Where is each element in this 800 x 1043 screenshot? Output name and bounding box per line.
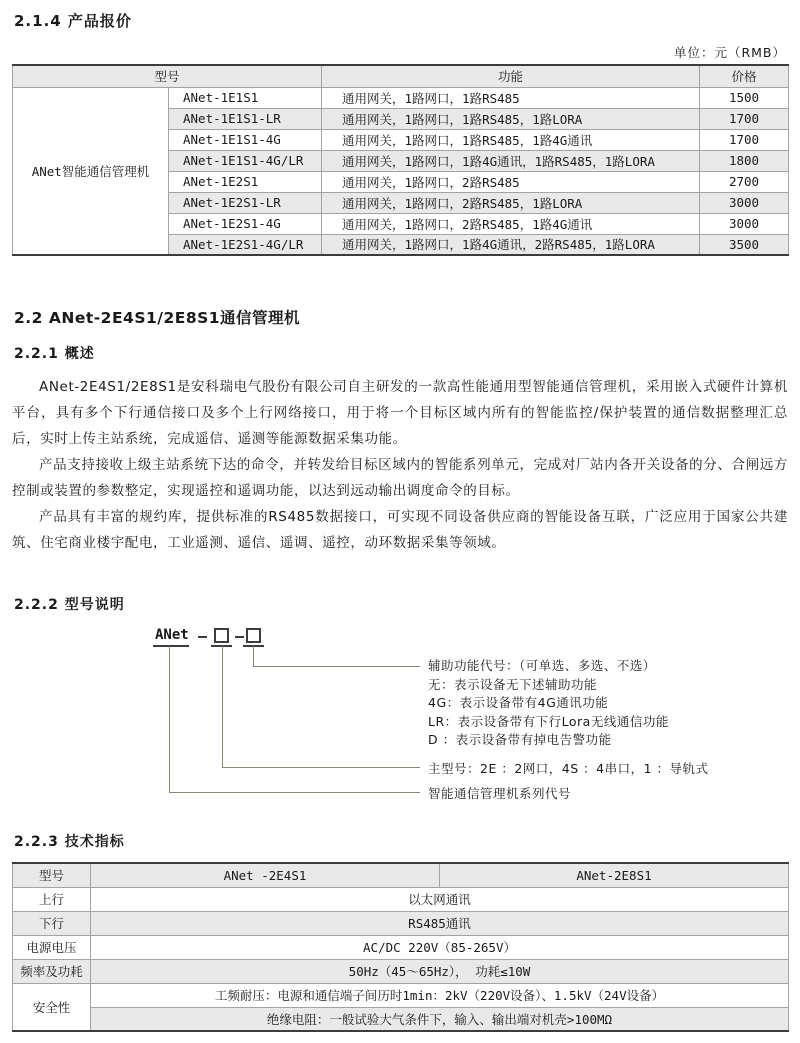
section-title-223: 2.2.3 技术指标 <box>14 834 125 850</box>
spec-header-row <box>13 863 789 887</box>
model-code-box <box>214 628 229 643</box>
model-cell: ANet-1E1S1-4G/LR <box>169 150 322 171</box>
model-code-box <box>246 628 261 643</box>
leader-line <box>169 792 420 793</box>
table-row <box>13 959 789 983</box>
aux-legend-item: 4G：表示设备带有4G通讯功能 <box>428 695 609 710</box>
spec-table <box>12 862 789 1032</box>
spec-label-safety: 安全性 <box>13 983 91 1031</box>
price-table <box>12 64 789 256</box>
function-cell: 通用网关，1路网口，2路RS485，1路4G通讯 <box>322 213 700 234</box>
function-cell: 通用网关，1路网口，1路4G通讯，2路RS485，1路LORA <box>322 234 700 255</box>
model-cell: ANet-1E1S1-LR <box>169 108 322 129</box>
dash <box>198 636 207 638</box>
model-cell: ANet-1E1S1 <box>169 87 322 108</box>
function-cell: 通用网关，1路网口，1路RS485 <box>322 87 700 108</box>
function-cell: 通用网关，1路网口，1路RS485，1路4G通讯 <box>322 129 700 150</box>
overview-paragraphs <box>12 374 788 556</box>
section-title-222: 2.2.2 型号说明 <box>14 597 125 613</box>
price-cell: 2700 <box>700 171 789 192</box>
main-model-legend: 主型号：2E ：2网口，4S ：4串口，1 ：导轨式 <box>428 761 709 776</box>
spec-label: 电源电压 <box>13 935 91 959</box>
model-cell: ANet-1E1S1-4G <box>169 129 322 150</box>
price-col-price: 价格 <box>700 65 789 87</box>
spec-value: AC/DC 220V（85-265V） <box>91 935 789 959</box>
leader-line <box>222 646 223 767</box>
price-cell: 1700 <box>700 108 789 129</box>
table-row <box>13 935 789 959</box>
section-title-214: 2.1.4 产品报价 <box>14 12 132 30</box>
spec-label: 型号 <box>13 863 91 887</box>
aux-legend-item: LR：表示设备带有下行Lora无线通信功能 <box>428 713 669 729</box>
spec-value: 绝缘电阻：一般试验大气条件下，输入、输出端对机壳>100MΩ <box>91 1007 789 1031</box>
table-row <box>13 983 789 1007</box>
underline <box>153 645 189 647</box>
model-cell: ANet-1E2S1-LR <box>169 192 322 213</box>
model-prefix-text: ANet <box>155 627 189 643</box>
price-cell: 3000 <box>700 213 789 234</box>
aux-legend-title: 辅助功能代号：（可单选、多选、不选） <box>428 658 656 673</box>
price-col-function: 功能 <box>322 65 700 87</box>
price-cell: 1700 <box>700 129 789 150</box>
price-cell: 1500 <box>700 87 789 108</box>
paragraph: 产品具有丰富的规约库，提供标准的RS485数据接口，可实现不同设备供应商的智能设备互联，广泛应用于国家公共建筑、住宅商业楼宇配电，工业遥测、遥信、遥调、遥控，动环数据采集等领域。 <box>12 509 788 551</box>
model-cell: ANet-1E2S1-4G <box>169 213 322 234</box>
spec-label: 上行 <box>13 887 91 911</box>
section-title-221: 2.2.1 概述 <box>14 346 95 362</box>
dash <box>235 636 244 638</box>
table-row <box>13 887 789 911</box>
spec-value: 以太网通讯 <box>91 887 789 911</box>
price-col-model: 型号 <box>13 65 322 87</box>
spec-value: 工频耐压：电源和通信端子间历时1min：2kV（220V设备）、1.5kV（24V设备） <box>91 983 789 1007</box>
table-row <box>13 1007 789 1031</box>
series-code-legend: 智能通信管理机系列代号 <box>428 786 572 801</box>
function-cell: 通用网关，1路网口，2路RS485，1路LORA <box>322 192 700 213</box>
section-title-22: 2.2 ANet-2E4S1/2E8S1通信管理机 <box>14 309 301 327</box>
price-table-header-row <box>13 65 789 87</box>
spec-label: 下行 <box>13 911 91 935</box>
table-row <box>13 911 789 935</box>
spec-model-2: ANet-2E8S1 <box>440 863 789 887</box>
model-code-diagram <box>12 620 788 816</box>
leader-line <box>169 646 170 792</box>
spec-value: RS485通讯 <box>91 911 789 935</box>
model-cell: ANet-1E2S1 <box>169 171 322 192</box>
price-cell: 3500 <box>700 234 789 255</box>
spec-label: 频率及功耗 <box>13 959 91 983</box>
product-group-label: ANet智能通信管理机 <box>13 87 169 255</box>
function-cell: 通用网关，1路网口，1路4G通讯，1路RS485，1路LORA <box>322 150 700 171</box>
model-cell: ANet-1E2S1-4G/LR <box>169 234 322 255</box>
leader-line <box>253 666 420 667</box>
function-cell: 通用网关，1路网口，2路RS485 <box>322 171 700 192</box>
function-cell: 通用网关，1路网口，1路RS485，1路LORA <box>322 108 700 129</box>
price-cell: 3000 <box>700 192 789 213</box>
price-cell: 1800 <box>700 150 789 171</box>
aux-legend-item: D ：表示设备带有掉电告警功能 <box>428 732 612 747</box>
spec-value: 50Hz（45～65Hz）， 功耗≤10W <box>91 959 789 983</box>
leader-line <box>253 646 254 666</box>
table-row <box>13 87 789 108</box>
leader-line <box>222 767 420 768</box>
spec-model-1: ANet -2E4S1 <box>91 863 440 887</box>
unit-label: 单位：元（RMB） <box>673 45 786 60</box>
paragraph: ANet-2E4S1/2E8S1是安科瑞电气股份有限公司自主研发的一款高性能通用型智能通信管理机，采用嵌入式硬件计算机平台，具有多个下行通信接口及多个上行网络接口，用于将一个目标区域内所有的智能监控/保护装置的通信数据整理汇总后，实时上传主站系统，完成遥信、遥测等能源数据采集功能。 <box>12 379 788 447</box>
paragraph: 产品支持接收上级主站系统下达的命令，并转发给目标区域内的智能系列单元，完成对厂站内各开关设备的分、合闸远方控制或装置的参数整定，实现遥控和遥调功能，以达到远动输出调度命令的目标。 <box>12 457 788 499</box>
aux-function-legend <box>428 657 669 750</box>
aux-legend-item: 无：表示设备无下述辅助功能 <box>428 676 598 692</box>
